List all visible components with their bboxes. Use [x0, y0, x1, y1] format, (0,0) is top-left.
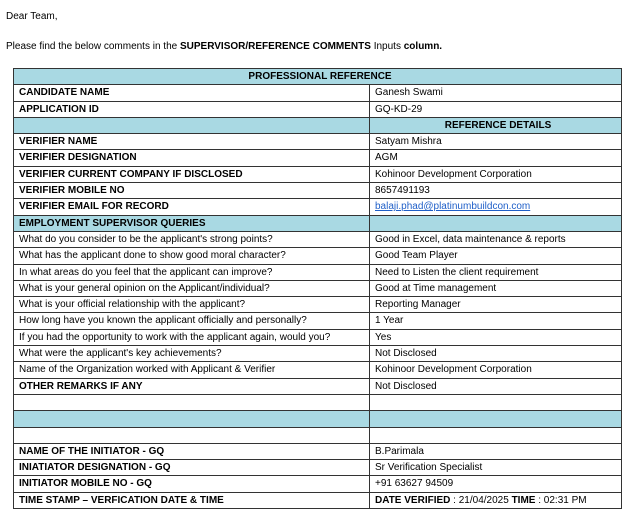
query-answer: Yes — [370, 329, 622, 345]
query-row — [14, 362, 622, 378]
other-remarks-label: OTHER REMARKS IF ANY — [14, 378, 370, 394]
blank-row — [14, 427, 622, 443]
intro-bold: SUPERVISOR/REFERENCE COMMENTS — [179, 41, 371, 52]
intro-bold2: column. — [403, 41, 443, 52]
query-row — [14, 297, 622, 313]
initiator-name-value: B.Parimala — [370, 443, 622, 459]
verifier-email-link[interactable]: balaji.phad@platinumbuildcon.com — [375, 201, 531, 213]
query-row — [14, 248, 622, 264]
table-row — [14, 378, 622, 394]
date-verified-value: : 21/04/2025 — [450, 494, 512, 506]
initiator-name-label: NAME OF THE INITIATOR - GQ — [14, 443, 370, 459]
query-question: If you had the opportunity to work with the applicant again, would you? — [14, 329, 370, 345]
table-row — [14, 134, 622, 150]
query-row — [14, 329, 622, 345]
blue-blank-cell — [14, 411, 370, 427]
table-row — [14, 199, 622, 215]
query-answer: Kohinoor Development Corporation — [370, 362, 622, 378]
table-row — [14, 150, 622, 166]
professional-reference-table — [13, 68, 622, 509]
reference-details-header: REFERENCE DETAILS — [370, 117, 622, 133]
verifier-designation-value: AGM — [370, 150, 622, 166]
query-question: What is your official relationship with the applicant? — [14, 297, 370, 313]
date-verified-label: DATE VERIFIED — [375, 494, 451, 506]
queries-header-spacer — [370, 215, 622, 231]
query-answer: Good Team Player — [370, 248, 622, 264]
query-question: What is your general opinion on the Applicant/individual? — [14, 280, 370, 296]
greeting: Dear Team, — [6, 11, 58, 22]
candidate-name-value: Ganesh Swami — [370, 85, 622, 101]
query-answer: 1 Year — [370, 313, 622, 329]
other-remarks-value: Not Disclosed — [370, 378, 622, 394]
intro-text — [6, 41, 442, 52]
query-answer: Good at Time management — [370, 280, 622, 296]
initiator-designation-label: INIATIATOR DESIGNATION - GQ — [14, 460, 370, 476]
query-answer: Not Disclosed — [370, 346, 622, 362]
queries-header-row — [14, 215, 622, 231]
query-row — [14, 280, 622, 296]
query-question: What were the applicant's key achievements? — [14, 346, 370, 362]
query-row — [14, 313, 622, 329]
table-row — [14, 443, 622, 459]
intro-before: Please find the below comments in the — [6, 41, 180, 52]
verifier-email-cell — [370, 199, 622, 215]
initiator-mobile-value: +91 63627 94509 — [370, 476, 622, 492]
query-answer: Need to Listen the client requirement — [370, 264, 622, 280]
time-value: : 02:31 PM — [535, 494, 587, 506]
verifier-name-value: Satyam Mishra — [370, 134, 622, 150]
query-row — [14, 346, 622, 362]
verifier-designation-label: VERIFIER DESIGNATION — [14, 150, 370, 166]
professional-reference-header: PROFESSIONAL REFERENCE — [14, 69, 622, 85]
query-question: In what areas do you feel that the applicant can improve? — [14, 264, 370, 280]
queries-header: EMPLOYMENT SUPERVISOR QUERIES — [14, 215, 370, 231]
blank-cell — [370, 394, 622, 410]
table-row — [14, 101, 622, 117]
query-answer: Good in Excel, data maintenance & reports — [370, 231, 622, 247]
verifier-company-label: VERIFIER CURRENT COMPANY IF DISCLOSED — [14, 166, 370, 182]
blank-cell — [14, 394, 370, 410]
query-row — [14, 231, 622, 247]
verifier-mobile-value: 8657491193 — [370, 183, 622, 199]
timestamp-label: TIME STAMP – VERFICATION DATE & TIME — [14, 492, 370, 508]
verifier-mobile-label: VERIFIER MOBILE NO — [14, 183, 370, 199]
query-question: Name of the Organization worked with Applicant & Verifier — [14, 362, 370, 378]
reference-details-row — [14, 117, 622, 133]
query-question: What do you consider to be the applicant's strong points? — [14, 231, 370, 247]
table-row — [14, 183, 622, 199]
application-id-value: GQ-KD-29 — [370, 101, 622, 117]
time-label: TIME — [511, 494, 536, 506]
initiator-designation-value: Sr Verification Specialist — [370, 460, 622, 476]
verifier-name-label: VERIFIER NAME — [14, 134, 370, 150]
reference-details-spacer — [14, 117, 370, 133]
query-question: How long have you known the applicant officially and personally? — [14, 313, 370, 329]
blank-row — [14, 394, 622, 410]
table-row — [14, 476, 622, 492]
intro-middle: Inputs — [370, 41, 404, 52]
blue-blank-row — [14, 411, 622, 427]
query-answer: Reporting Manager — [370, 297, 622, 313]
application-id-label: APPLICATION ID — [14, 101, 370, 117]
blank-cell — [370, 427, 622, 443]
candidate-name-label: CANDIDATE NAME — [14, 85, 370, 101]
verifier-company-value: Kohinoor Development Corporation — [370, 166, 622, 182]
blank-cell — [14, 427, 370, 443]
query-question: What has the applicant done to show good moral character? — [14, 248, 370, 264]
table-header-row — [14, 69, 622, 85]
queries-body — [14, 231, 622, 378]
initiator-mobile-label: INITIATOR MOBILE NO - GQ — [14, 476, 370, 492]
table-row — [14, 166, 622, 182]
blue-blank-cell — [370, 411, 622, 427]
table-row — [14, 85, 622, 101]
query-row — [14, 264, 622, 280]
verifier-email-label: VERIFIER EMAIL FOR RECORD — [14, 199, 370, 215]
table-row — [14, 460, 622, 476]
